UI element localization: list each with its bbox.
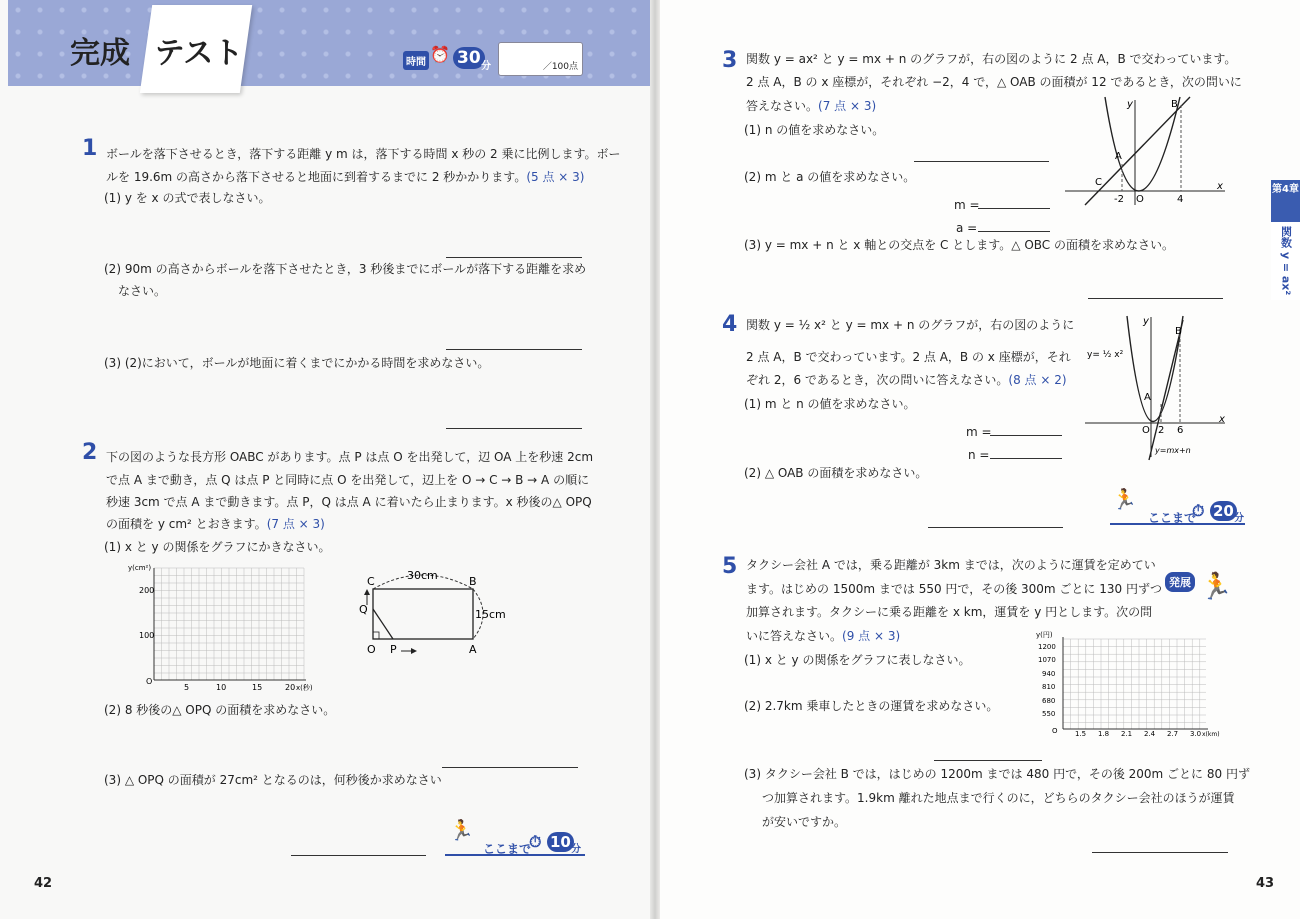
q2-points: (7 点 × 3) (266, 517, 325, 531)
score-total: ／100点 (542, 62, 578, 72)
height-label: 15cm (475, 608, 506, 621)
vertex-o: O (367, 643, 376, 656)
q2-rectangle-figure (355, 565, 510, 660)
q5-origin: O (1052, 727, 1058, 735)
q-arrowhead (364, 589, 370, 595)
runner-icon: 🏃 (449, 818, 474, 842)
q3-parabola (1105, 97, 1180, 191)
q2-line3: 秒速 3cm で点 A まで動きます。点 P，Q は点 A に着いたら止まります。x 秒後の△ OPQ (106, 495, 592, 509)
vertex-a: A (469, 643, 477, 656)
q2-number: 2 (82, 440, 98, 465)
q4-graph (1085, 312, 1230, 462)
title-part-a: 完成 (70, 36, 130, 71)
y-tick-200: 200 (139, 586, 155, 595)
q5-line2: ます。はじめの 1500m までは 550 円で，その後 300m ごとに 130 円ずつ (746, 582, 1162, 596)
checkpoint-20min (1110, 487, 1250, 527)
q1-part2b: なさい。 (118, 284, 167, 298)
q2-part1: (1) x と y の関係をグラフにかきなさい。 (104, 540, 331, 554)
q4-answer2-line[interactable] (928, 527, 1063, 528)
q2-line4 (106, 517, 325, 531)
runner-icon-2: 🏃 (1112, 487, 1137, 511)
clock-icon: ⏰ (430, 45, 450, 64)
q5-x-3.0: 3.0 (1190, 730, 1202, 738)
q2-line4-text: の面積を y cm² とおきます。 (106, 517, 267, 531)
q4-point-b: B (1175, 326, 1182, 337)
right-angle-mark (373, 632, 379, 639)
stopwatch-icon-2: ⏱ (1192, 501, 1205, 520)
checkpoint-underline (445, 854, 585, 856)
q2-part2: (2) 8 秒後の△ OPQ の面積を求めなさい。 (104, 703, 336, 717)
time-badge (403, 47, 493, 73)
q5-x-2.1: 2.1 (1121, 730, 1133, 738)
q5-y-axis-label: y(円) (1036, 631, 1053, 639)
origin-label: O (146, 677, 153, 686)
chapter-side-tab (1271, 180, 1300, 300)
q5-points: (9 点 × 3) (842, 629, 901, 643)
grid-lines (154, 568, 304, 680)
checkpoint-value: 10 (547, 832, 574, 852)
q5-y-940: 940 (1042, 670, 1056, 678)
q4-line3-text: ぞれ 2，6 であるとき，次の問いに答えなさい。 (746, 373, 1009, 387)
q4-curve-label: y= ½ x² (1087, 350, 1124, 360)
q5-y-1200: 1200 (1038, 643, 1056, 651)
checkpoint-unit-2: 分 (1234, 513, 1244, 524)
checkpoint-value-2: 20 (1210, 501, 1237, 521)
q4-tick-2: 2 (1158, 425, 1165, 436)
q4-points: (8 点 × 2) (1008, 373, 1067, 387)
q4-line2: 2 点 A，B で交わっています。2 点 A，B の x 座標が，それ (746, 350, 1071, 364)
q5-part1: (1) x と y の関係をグラフに表しなさい。 (744, 653, 971, 667)
q4-line3 (746, 373, 1067, 387)
q3-part3: (3) y = mx + n と x 軸との交点を C とします。△ OBC の面積を求めなさい。 (744, 238, 1174, 252)
q3-m-label: m = (954, 198, 980, 212)
q3-point-a: A (1115, 151, 1122, 162)
q5-part3a: (3) タクシー会社 B では，はじめの 1200m までは 480 円で，その後 200m ごとに 80 円ず (744, 767, 1250, 781)
q2-answer2-line[interactable] (442, 767, 578, 768)
q4-line-label: y=mx+n (1155, 446, 1191, 455)
q4-number: 4 (722, 312, 738, 337)
q3-a-answer-line[interactable] (978, 231, 1050, 232)
q5-y-680: 680 (1042, 697, 1056, 705)
point-q: Q (359, 603, 368, 616)
q2-line2: で点 A まで動き，点 Q は点 P と同時に点 O を出発して，辺上を O → C → B → A の順に (106, 473, 590, 487)
q3-tick-4: 4 (1177, 194, 1184, 205)
q4-x-label: x (1219, 414, 1225, 425)
q4-point-a: A (1144, 392, 1151, 403)
q1-part2a: (2) 90m の高さからボールを落下させたとき，3 秒後までにボールが落下する距離を求め (104, 262, 587, 276)
q5-line1: タクシー会社 A では，乗る距離が 3km までは，次のように運賃を定めてい (746, 558, 1156, 572)
q3-answer1-line[interactable] (914, 161, 1049, 162)
q2-answer-grid[interactable] (120, 560, 325, 695)
q5-x-2.7: 2.7 (1167, 730, 1179, 738)
segment-pq (373, 609, 393, 639)
x-tick-20: 20 (285, 683, 296, 692)
time-unit: 分 (481, 61, 491, 72)
q1-line2-text: ルを 19.6m の高さから落下させると地面に到着するまでに 2 秒かかります。 (106, 170, 527, 184)
q3-points: (7 点 × 3) (818, 99, 877, 113)
x-axis-label: x(秒) (296, 684, 313, 692)
page-number-left: 42 (34, 876, 53, 891)
y-tick-100: 100 (139, 631, 155, 640)
y-axis-label: y(cm²) (128, 564, 152, 572)
x-tick-10: 10 (216, 683, 227, 692)
width-label: 30cm (407, 569, 438, 582)
q3-number: 3 (722, 48, 738, 73)
q4-m-label: m = (966, 425, 992, 439)
q2-answer3-line[interactable] (291, 855, 426, 856)
q5-answer-grid[interactable] (1030, 625, 1230, 740)
q4-tick-6: 6 (1177, 425, 1184, 436)
q5-y-550: 550 (1042, 710, 1056, 718)
q3-line (1085, 97, 1190, 205)
q3-answer3-line[interactable] (1088, 298, 1223, 299)
q5-answer3-line[interactable] (1092, 852, 1228, 853)
time-value: 30 (453, 47, 485, 69)
q3-tick-minus2: -2 (1114, 194, 1124, 205)
x-tick-5: 5 (184, 683, 190, 692)
q3-part1: (1) n の値を求めなさい。 (744, 123, 885, 137)
q4-n-label: n = (968, 448, 990, 462)
q5-y-810: 810 (1042, 683, 1056, 691)
q4-origin: O (1142, 425, 1150, 436)
hurdler-icon: 🏃 (1200, 572, 1233, 602)
q3-y-label: y (1127, 99, 1133, 110)
q3-line1: 関数 y = ax² と y = mx + n のグラフが，右の図のように 2 点 A，B で交わっています。 (746, 52, 1237, 66)
q5-x-1.5: 1.5 (1075, 730, 1087, 738)
q1-answer1-line[interactable] (446, 257, 582, 258)
checkpoint-underline-2 (1110, 523, 1245, 525)
q1-points: (5 点 × 3) (526, 170, 585, 184)
advanced-badge: 発展 (1165, 572, 1195, 592)
vertex-b: B (469, 575, 477, 588)
q3-origin: O (1136, 194, 1144, 205)
q5-x-2.4: 2.4 (1144, 730, 1156, 738)
q3-part2: (2) m と a の値を求めなさい。 (744, 170, 916, 184)
time-label: 時間 (403, 51, 429, 70)
q3-m-answer-line[interactable] (978, 208, 1050, 209)
q4-line1: 関数 y = ½ x² と y = mx + n のグラフが，右の図のように (746, 318, 1075, 332)
q5-part3c: が安いですか。 (762, 815, 847, 829)
q5-y-1070: 1070 (1038, 656, 1056, 664)
q5-line4-text: いに答えなさい。 (746, 629, 843, 643)
stopwatch-icon: ⏱ (529, 832, 542, 851)
title-part-b: テスト (154, 36, 244, 71)
q5-grid-lines (1063, 639, 1206, 729)
q4-part2: (2) △ OAB の面積を求めなさい。 (744, 466, 928, 480)
x-tick-15: 15 (252, 683, 263, 692)
q1-part1: (1) y を x の式で表しなさい。 (104, 191, 271, 205)
q1-answer3-line[interactable] (446, 428, 582, 429)
q4-part1: (1) m と n の値を求めなさい。 (744, 397, 916, 411)
q1-answer2-line[interactable] (446, 349, 582, 350)
page-title (70, 28, 243, 72)
q3-x-label: x (1217, 181, 1223, 192)
book-gutter (650, 0, 660, 919)
point-p: P (390, 643, 397, 656)
q3-line2: 2 点 A，B の x 座標が，それぞれ −2，4 で，△ OAB の面積が 12 であるとき，次の問いに (746, 75, 1242, 89)
q5-x-1.8: 1.8 (1098, 730, 1110, 738)
checkpoint-unit: 分 (571, 844, 581, 855)
q1-number: 1 (82, 136, 98, 161)
q2-line1: 下の図のような長方形 OABC があります。点 P は点 O を出発して，辺 OA 上を秒速 2cm (106, 450, 594, 464)
q3-line3-text: 答えなさい。 (746, 99, 819, 113)
checkpoint-label: ここまで (483, 842, 532, 856)
chapter-number: 第4章 (1271, 180, 1300, 222)
q3-line3 (746, 99, 876, 113)
q4-y-label: y (1143, 316, 1149, 327)
q5-line4 (746, 629, 900, 643)
chapter-title: 関数 y = ax² (1279, 226, 1293, 296)
q5-answer2-line[interactable] (934, 760, 1042, 761)
q3-a-label: a = (956, 221, 978, 235)
q4-n-answer-line[interactable] (990, 458, 1062, 459)
q2-part3: (3) △ OPQ の面積が 27cm² となるのは，何秒後か求めなさい (104, 773, 442, 787)
q3-point-b: B (1171, 99, 1178, 110)
q3-graph (1065, 95, 1235, 210)
q5-x-axis-label: x(km) (1202, 731, 1220, 738)
q5-part3b: つ加算されます。1.9km 離れた地点まで行くのに，どちらのタクシー会社のほうが運賃 (762, 791, 1235, 805)
right-page (660, 0, 1300, 919)
q5-part2: (2) 2.7km 乗車したときの運賃を求めなさい。 (744, 699, 999, 713)
vertex-c: C (367, 575, 375, 588)
q4-line (1149, 320, 1183, 460)
q4-m-answer-line[interactable] (990, 435, 1062, 436)
score-box[interactable] (498, 42, 583, 76)
q5-line3: 加算されます。タクシーに乗る距離を x km，運賃を y 円とします。次の問 (746, 605, 1153, 619)
p-arrowhead (411, 648, 417, 654)
checkpoint-10min (445, 818, 585, 858)
q1-line2 (106, 170, 584, 184)
checkpoint-label-2: ここまで (1148, 511, 1197, 525)
q5-number: 5 (722, 554, 738, 579)
page-number-right: 43 (1256, 876, 1275, 891)
q1-line1: ボールを落下させるとき，落下する距離 y m は，落下する時間 x 秒の 2 乗に比例します。ボー (106, 147, 621, 161)
q1-part3: (3) (2)において，ボールが地面に着くまでにかかる時間を求めなさい。 (104, 356, 490, 370)
q3-point-c: C (1095, 177, 1102, 188)
